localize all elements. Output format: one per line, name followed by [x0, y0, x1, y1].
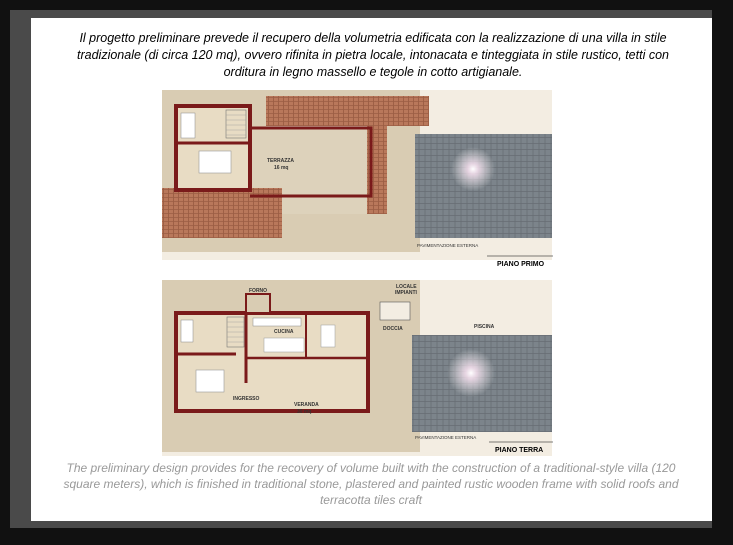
plan-terra-title: PIANO TERRA — [495, 447, 544, 454]
floor-plans — [31, 18, 712, 521]
oven-outline — [246, 294, 270, 313]
pool-label: PISCINA — [474, 324, 495, 330]
photo-glare-upper — [451, 147, 495, 191]
sofa — [321, 325, 335, 347]
bed — [199, 151, 231, 173]
bathroom-fixtures — [181, 113, 195, 138]
paving-label-lower: PAVIMENTAZIONE ESTERNA — [415, 435, 477, 440]
bed-ground — [196, 370, 224, 392]
entrance-label: INGRESSO — [233, 396, 260, 402]
bath-ground — [181, 320, 193, 342]
veranda-label: VERANDA — [294, 402, 319, 408]
outro-text-en: The preliminary design provides for the recovery of volume built with the construction of a traditional-style villa (120 square meters), which is finished in traditional stone, plastered and painted rustic wooden frame with solid roofs and terracotta tiles craft — [63, 461, 679, 507]
kitchen-label: CUCINA — [274, 329, 294, 335]
local-label-2: IMPIANTI — [395, 290, 417, 296]
dining-table — [264, 338, 304, 352]
roof-top — [266, 96, 386, 126]
intro-text-it: Il progetto preliminare prevede il recupero della volumetria edificata con la realizzazione di una villa in stile tradizionale (di circa 120 mq), ovvero rifinita in pietra locale, intonacata e tinteggiata in stile rustico, tetti con orditura in legno massello e tegole in cotto artigianale. — [77, 31, 669, 79]
photo-glare-lower — [447, 349, 495, 397]
terrace-label: TERRAZZA — [267, 158, 294, 164]
local-label-1: LOCALE — [396, 284, 417, 290]
plan-primo-title: PIANO PRIMO — [497, 261, 545, 268]
roof-top-right — [369, 96, 429, 126]
slide-card — [31, 18, 712, 521]
kitchen-counter — [253, 318, 301, 326]
paving-label-upper: PAVIMENTAZIONE ESTERNA — [417, 243, 479, 248]
terrace-area: 16 mq — [274, 165, 289, 171]
plan-primo — [162, 90, 553, 268]
local-impianti-box — [380, 302, 410, 320]
oven-label: FORNO — [249, 288, 268, 294]
ground-building — [176, 313, 368, 411]
plan-terra — [162, 280, 553, 456]
shower-label: DOCCIA — [383, 326, 403, 332]
veranda-area: 30 mq — [297, 409, 312, 415]
